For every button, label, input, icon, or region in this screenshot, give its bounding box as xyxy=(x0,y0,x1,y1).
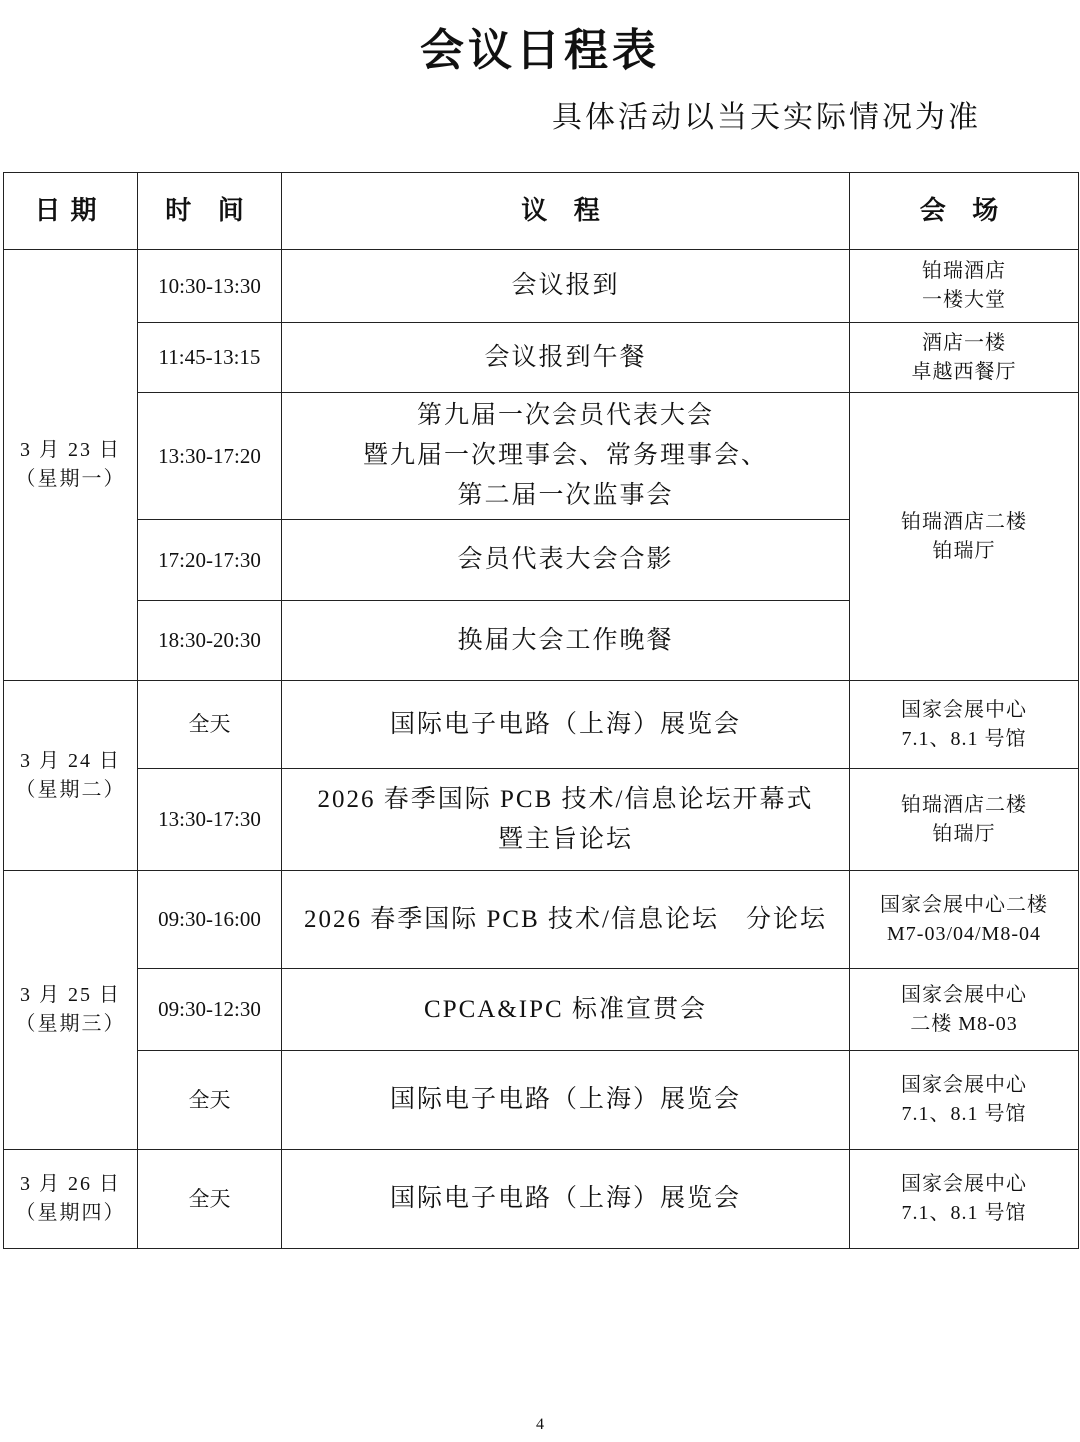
date-weekday: （星期一） xyxy=(15,468,126,490)
line: 铂瑞酒店 xyxy=(922,260,1006,282)
line: 铂瑞酒店二楼 xyxy=(901,510,1027,533)
line: 7.1、8.1 号馆 xyxy=(901,727,1027,750)
time-cell: 全天 xyxy=(138,1051,282,1150)
line: 第九届一次会员代表大会 xyxy=(416,402,714,429)
subtitle: 具体活动以当天实际情况为准 xyxy=(552,101,981,134)
line: 会议报到午餐 xyxy=(484,343,647,371)
time-cell: 18:30-20:30 xyxy=(138,601,282,681)
header-row xyxy=(4,173,1079,250)
line: 国家会展中心 xyxy=(901,1173,1027,1195)
line: 国家会展中心二楼 xyxy=(880,893,1048,916)
table-row xyxy=(4,393,1079,520)
time-cell: 10:30-13:30 xyxy=(138,250,282,323)
line: 国家会展中心 xyxy=(901,1074,1027,1096)
table-row xyxy=(4,871,1079,969)
date-cell xyxy=(4,1150,138,1249)
agenda-cell xyxy=(282,250,850,323)
time-cell: 全天 xyxy=(138,1150,282,1249)
agenda-cell xyxy=(282,1051,850,1150)
agenda-cell xyxy=(282,871,850,969)
line: CPCA&IPC 标准宣贯会 xyxy=(424,995,707,1023)
header-date: 日期 xyxy=(4,173,138,250)
table-row xyxy=(4,769,1079,871)
date-weekday: （星期四） xyxy=(15,1202,126,1224)
line: 卓越西餐厅 xyxy=(911,360,1017,383)
date-date: 3 月 23 日 xyxy=(20,439,121,461)
line: M7-03/04/M8-04 xyxy=(887,922,1041,945)
agenda-cell xyxy=(282,520,850,601)
time-cell: 13:30-17:30 xyxy=(138,769,282,871)
date-cell xyxy=(4,871,138,1150)
time-cell: 全天 xyxy=(138,681,282,769)
time-cell: 13:30-17:20 xyxy=(138,393,282,520)
date-date: 3 月 25 日 xyxy=(20,984,121,1006)
line: 暨主旨论坛 xyxy=(497,825,633,853)
table-row xyxy=(4,1150,1079,1249)
venue-cell xyxy=(850,250,1079,323)
table-row xyxy=(4,681,1079,769)
date-date: 3 月 26 日 xyxy=(20,1173,121,1195)
venue-cell xyxy=(850,769,1079,871)
time-cell: 09:30-12:30 xyxy=(138,969,282,1051)
agenda-cell xyxy=(282,969,850,1051)
date-weekday: （星期三） xyxy=(15,1013,126,1035)
agenda-cell xyxy=(282,393,850,520)
line: 7.1、8.1 号馆 xyxy=(901,1103,1027,1125)
line: 2026 春季国际 PCB 技术/信息论坛开幕式 xyxy=(317,785,814,813)
table-row xyxy=(4,250,1079,323)
line: 7.1、8.1 号馆 xyxy=(901,1202,1027,1224)
venue-cell xyxy=(850,1150,1079,1249)
line: 国际电子电路（上海）展览会 xyxy=(389,1086,741,1113)
line: 会议报到 xyxy=(511,272,620,299)
time-cell: 11:45-13:15 xyxy=(138,323,282,393)
line: 第二届一次监事会 xyxy=(457,482,674,509)
line: 一楼大堂 xyxy=(922,289,1006,311)
venue-cell xyxy=(850,969,1079,1051)
line: 国际电子电路（上海）展览会 xyxy=(389,710,741,738)
venue-cell xyxy=(850,871,1079,969)
line: 酒店一楼 xyxy=(922,331,1006,354)
header-venue: 会 场 xyxy=(850,173,1079,250)
line: 铂瑞酒店二楼 xyxy=(901,793,1027,816)
line: 国家会展中心 xyxy=(901,698,1027,721)
line: 国家会展中心 xyxy=(901,983,1027,1006)
table-row xyxy=(4,1051,1079,1150)
line: 铂瑞厅 xyxy=(932,822,996,845)
time-cell: 17:20-17:30 xyxy=(138,520,282,601)
line: 会员代表大会合影 xyxy=(457,546,674,573)
agenda-cell xyxy=(282,681,850,769)
agenda-cell xyxy=(282,323,850,393)
page-title: 会议日程表 xyxy=(420,26,660,75)
agenda-cell xyxy=(282,769,850,871)
date-weekday: （星期二） xyxy=(15,778,126,801)
header-agenda: 议 程 xyxy=(282,173,850,250)
date-cell xyxy=(4,681,138,871)
date-cell xyxy=(4,250,138,681)
agenda-cell xyxy=(282,1150,850,1249)
schedule-table xyxy=(3,172,1079,1249)
time-cell: 09:30-16:00 xyxy=(138,871,282,969)
table-row xyxy=(4,969,1079,1051)
line: 换届大会工作晚餐 xyxy=(457,626,674,654)
venue-cell xyxy=(850,323,1079,393)
header-time: 时 间 xyxy=(138,173,282,250)
venue-cell xyxy=(850,393,1079,681)
date-date: 3 月 24 日 xyxy=(20,749,121,772)
line: 国际电子电路（上海）展览会 xyxy=(389,1185,741,1212)
venue-cell xyxy=(850,681,1079,769)
line: 二楼 M8-03 xyxy=(910,1012,1018,1035)
line: 暨九届一次理事会、常务理事会、 xyxy=(362,442,768,469)
page-number: 4 xyxy=(536,1416,544,1433)
table-row xyxy=(4,323,1079,393)
line: 铂瑞厅 xyxy=(932,539,996,562)
line: 2026 春季国际 PCB 技术/信息论坛 分论坛 xyxy=(304,905,827,933)
venue-cell xyxy=(850,1051,1079,1150)
agenda-cell xyxy=(282,601,850,681)
